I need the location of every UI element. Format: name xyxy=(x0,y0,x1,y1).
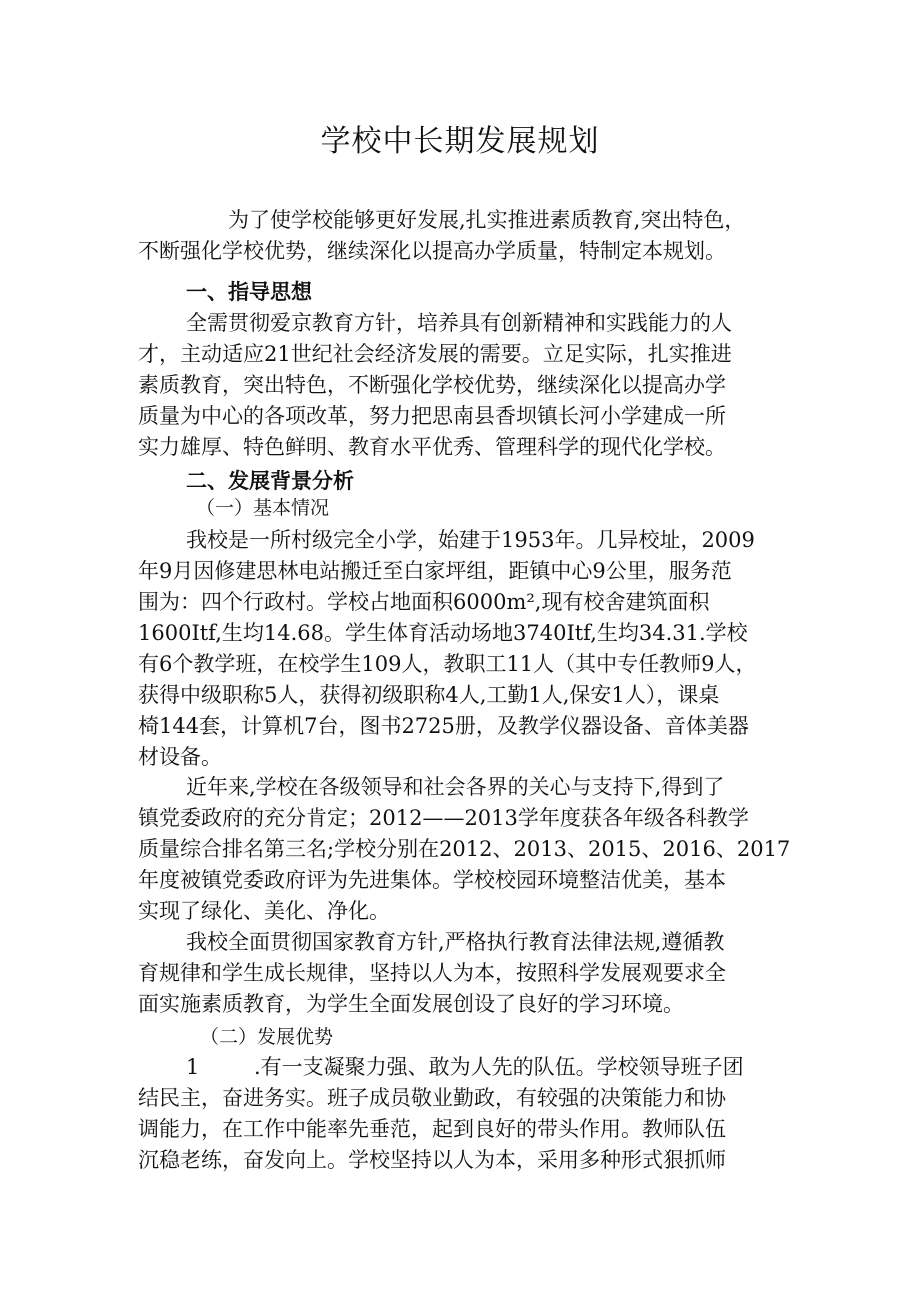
text-line: 实力雄厚、特色鲜明、教育水平优秀、管理科学的现代化学校。 xyxy=(138,435,726,459)
text-line: 沉稳老练，奋发向上。学校坚持以人为本，采用多种形式狠抓师 xyxy=(138,1148,726,1172)
text-line: 年度被镇党委政府评为先进集体。学校校园环境整洁优美，基本 xyxy=(138,868,726,892)
policy-paragraph xyxy=(138,927,798,1020)
guiding-ideology-paragraph xyxy=(138,308,798,463)
text-line: 才，主动适应21世纪社会经济发展的需要。立足实际，扎实推进 xyxy=(138,342,732,366)
achievements-paragraph xyxy=(138,772,798,927)
text-line: 材设备。 xyxy=(138,745,222,769)
text-line: 调能力，在工作中能率先垂范，起到良好的带头作用。教师队伍 xyxy=(138,1117,726,1141)
text-line: 不断强化学校优势，继续深化以提高办学质量，特制定本规划。 xyxy=(138,239,726,263)
text-line: 获得中级职称5人，获得初级职称4人,工勤1人,保安1人），课桌 xyxy=(138,683,720,707)
text-line: 镇党委政府的充分肯定；2012——2013学年度获各年级各科教学 xyxy=(138,806,749,830)
section-heading-guiding-ideology: 一、指导思想 xyxy=(186,280,312,304)
text-line: 面实施素质教育，为学生全面发展创设了良好的学习环境。 xyxy=(138,992,684,1016)
advantage-item-1 xyxy=(138,1052,798,1176)
item-text: .有一支凝聚力强、敢为人先的队伍。学校领导班子团 xyxy=(254,1055,744,1079)
subsection-basic-info: （一）基本情况 xyxy=(196,497,330,519)
text-line: 育规律和学生成长规律，坚持以人为本，按照科学发展观要求全 xyxy=(138,961,726,985)
text-line: 我校全面贯彻国家教育方针,严格执行教育法律法规,遵循教 xyxy=(186,930,725,954)
text-line: 年9月因修建思林电站搬迁至白家坪组，距镇中心9公里，服务范 xyxy=(138,559,732,583)
subsection-advantages: （二）发展优势 xyxy=(200,1026,334,1048)
intro-paragraph xyxy=(138,205,798,267)
document-title: 学校中长期发展规划 xyxy=(320,124,600,159)
text-line: 为了使学校能够更好发展,扎实推进素质教育,突出特色， xyxy=(228,208,746,232)
item-number: 1 xyxy=(186,1055,200,1079)
text-line: 全需贯彻爱京教育方针，培养具有创新精神和实践能力的人 xyxy=(186,311,732,335)
text-line: 质量为中心的各项改革，努力把思南县香坝镇长河小学建成一所 xyxy=(138,404,726,428)
text-line: 围为：四个行政村。学校占地面积6000m²,现有校舍建筑面积 xyxy=(138,590,710,614)
text-line: 实现了绿化、美化、净化。 xyxy=(138,899,390,923)
text-line: 近年来,学校在各级领导和社会各界的关心与支持下,得到了 xyxy=(186,775,725,799)
text-line: 结民主，奋进务实。班子成员敬业勤政，有较强的决策能力和协 xyxy=(138,1086,726,1110)
text-line: 椅144套，计算机7台，图书2725册，及教学仪器设备、音体美器 xyxy=(138,714,749,738)
basic-info-paragraph xyxy=(138,525,798,773)
text-line xyxy=(138,1052,798,1083)
text-line: 素质教育，突出特色，不断强化学校优势，继续深化以提高办学 xyxy=(138,373,726,397)
section-heading-background: 二、发展背景分析 xyxy=(186,469,354,493)
text-line: 1600Itf,生均14.68。学生体育活动场地3740Itf,生均34.31.学校 xyxy=(138,621,748,645)
text-line: 有6个教学班，在校学生109人，教职工11人（其中专任教师9人， xyxy=(138,652,757,676)
text-line: 我校是一所村级完全小学，始建于1953年。几异校址，2009 xyxy=(186,528,755,552)
text-line: 质量综合排名第三名;学校分别在2012、2013、2015、2016、2017 xyxy=(138,837,791,861)
